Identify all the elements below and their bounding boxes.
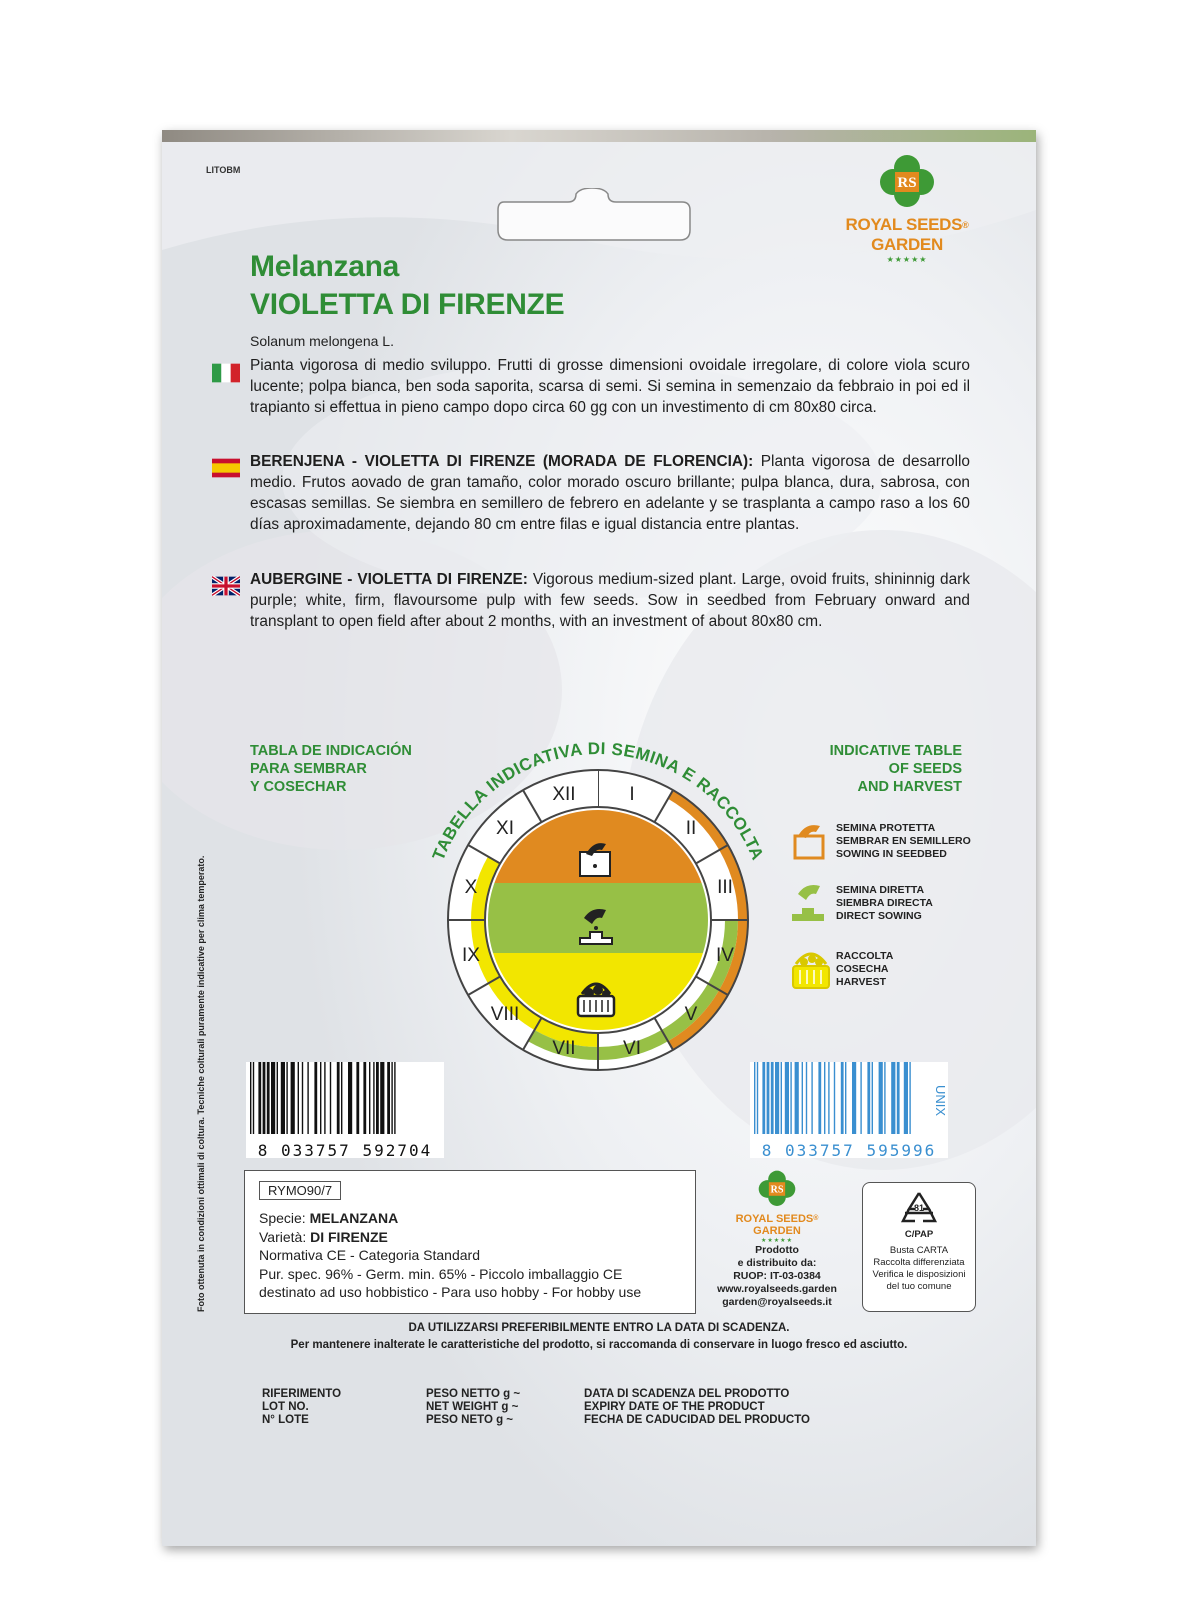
legend-row-harvest <box>792 950 992 1000</box>
calendar-title-it: TABELLA INDICATIVA DI SEMINA E RACCOLTA <box>428 738 768 864</box>
producer-brand-line2: GARDEN <box>753 1225 801 1237</box>
recycle-line4: del tuo comune <box>886 1281 952 1292</box>
barcode-bar <box>307 1062 308 1134</box>
footer-expiry-en: EXPIRY DATE OF THE PRODUCT <box>584 1401 765 1413</box>
direct-sowing-icon <box>792 884 826 922</box>
barcode-left <box>246 1062 444 1158</box>
calendar-title-es-line3: Y COSECHAR <box>250 779 347 795</box>
barcode-bar <box>767 1062 770 1134</box>
variety-label: Varietà: <box>259 1228 311 1245</box>
product-title-line1: Melanzana <box>250 250 400 283</box>
legend-seedbed-text <box>836 822 971 861</box>
legend-harvest-es: COSECHA <box>836 963 889 975</box>
barcode-bar <box>860 1062 861 1134</box>
footer-expiry-it: DATA DI SCADENZA DEL PRODOTTO <box>584 1388 790 1400</box>
barcode-bar <box>852 1062 856 1134</box>
barcode-bar <box>771 1062 774 1134</box>
barcode-bar <box>330 1062 331 1134</box>
calendar-title-en-line1: INDICATIVE TABLE <box>829 743 962 759</box>
brand-line1: ROYAL SEEDS <box>845 215 963 234</box>
recycle-icon <box>899 1191 939 1227</box>
reg-mark: ® <box>962 220 969 230</box>
footer-weight-es: PESO NETO g ~ <box>426 1414 514 1426</box>
barcode-bar <box>785 1062 789 1134</box>
month-label-I: I <box>629 783 635 805</box>
barcode-bar <box>348 1062 352 1134</box>
logo-initials: RS <box>897 175 917 191</box>
barcode-bar <box>277 1062 278 1134</box>
calendar-title-en-line3: AND HARVEST <box>857 779 962 795</box>
barcode-bar <box>298 1062 299 1134</box>
barcode-bar <box>879 1062 883 1134</box>
barcode-bar <box>324 1062 325 1134</box>
producer-ruop: RUOP: IT-03-0384 <box>733 1270 821 1282</box>
calendar-title-en-line2: OF SEEDS <box>888 761 962 777</box>
barcode-bar <box>394 1062 395 1134</box>
variety-line <box>259 1228 641 1247</box>
legend-harvest-en: HARVEST <box>836 976 886 988</box>
month-label-V: V <box>684 1003 698 1025</box>
legend-row-direct <box>792 884 992 934</box>
barcode-bar <box>775 1062 779 1134</box>
barcode-bar <box>258 1062 261 1134</box>
month-label-XII: XII <box>552 783 576 805</box>
barcode-bar <box>904 1062 908 1134</box>
barcode-bar <box>762 1062 765 1134</box>
producer-logo-initials: RS <box>770 1184 784 1196</box>
description-en-heading: AUBERGINE - VIOLETTA DI FIRENZE: <box>250 571 528 588</box>
producer-line2: e distribuito da: <box>737 1257 817 1269</box>
description-es-heading: BERENJENA - VIOLETTA DI FIRENZE (MORADA DE FLORENCIA): <box>250 453 754 470</box>
litho-code: LITOBM <box>206 165 241 175</box>
barcode-left-number: 8 033757 592704 <box>257 1141 433 1160</box>
producer-stars: ★★★★★ <box>761 1238 793 1244</box>
footer-weight-it: PESO NETTO g ~ <box>426 1388 521 1400</box>
barcode-bar <box>314 1062 317 1134</box>
barcode-bar <box>828 1062 829 1134</box>
footer-weight <box>426 1388 520 1427</box>
variety-value: DI FIRENZE <box>310 1228 388 1245</box>
barcode-bar <box>818 1062 821 1134</box>
month-label-VIII: VIII <box>490 1003 520 1025</box>
footer-weight-en: NET WEIGHT g ~ <box>426 1401 519 1413</box>
barcode-bar <box>250 1062 251 1134</box>
hang-hole <box>496 188 692 246</box>
producer-reg-mark: ® <box>813 1215 819 1222</box>
legend-row-seedbed <box>792 822 992 872</box>
use-before-notice: DA UTILIZZARSI PREFERIBILMENTE ENTRO LA DATA DI SCADENZA. <box>408 1322 790 1334</box>
barcode-bar <box>267 1062 270 1134</box>
barcode-bar <box>380 1062 384 1134</box>
notices <box>162 1320 1036 1354</box>
legend-seedbed-en: SOWING IN SEEDBED <box>836 848 947 860</box>
barcode-bar <box>391 1062 392 1134</box>
purity-line: Pur. spec. 96% - Germ. min. 65% - Piccolo imballaggio CE <box>259 1265 623 1282</box>
barcode-bar <box>802 1062 803 1134</box>
recycle-line2: Raccolta differenziata <box>873 1257 965 1268</box>
recycle-line3: Verifica le disposizioni <box>872 1269 966 1280</box>
barcode-bar <box>891 1062 895 1134</box>
calendar-title-en <box>830 742 962 796</box>
barcode-right-number: 8 033757 595996 <box>761 1141 937 1160</box>
recycle-box <box>862 1182 976 1312</box>
month-label-IV: IV <box>716 945 734 967</box>
producer-brand <box>702 1213 852 1225</box>
month-label-II: II <box>685 818 697 840</box>
barcode-bar <box>790 1062 791 1134</box>
barcode-bar <box>281 1062 285 1134</box>
footer-lot-es: N° LOTE <box>262 1414 309 1426</box>
legend-direct-es: SIEMBRA DIRECTA <box>836 897 933 909</box>
barcode-bar <box>841 1062 844 1134</box>
species-label: Specie: <box>259 1210 310 1226</box>
latin-name: Solanum melongena L. <box>250 333 394 349</box>
product-title-line2: VIOLETTA DI FIRENZE <box>250 288 565 321</box>
barcode-bar <box>373 1062 374 1134</box>
producer-logo-icon <box>755 1170 799 1208</box>
species-value: MELANZANA <box>309 1210 399 1226</box>
barcode-bar <box>909 1062 910 1134</box>
month-label-VI: VI <box>623 1038 642 1060</box>
barcode-right-label: UNIX <box>933 1085 948 1117</box>
barcode-bar <box>754 1062 755 1134</box>
month-label-VII: VII <box>552 1038 576 1060</box>
description-es <box>250 451 970 535</box>
legend-seedbed-it: SEMINA PROTETTA <box>836 822 936 834</box>
photo-note: Foto ottenuta in condizioni ottimali di coltura. Tecniche colturali puramente indicative per clima temperato. <box>196 855 206 1312</box>
barcode-right <box>750 1062 948 1158</box>
barcode-bar <box>757 1062 758 1134</box>
producer-block <box>702 1170 852 1309</box>
barcode-bar <box>806 1062 807 1134</box>
barcode-bar <box>795 1062 799 1134</box>
top-strip <box>162 130 1036 142</box>
barcode-bar <box>363 1062 366 1134</box>
month-label-XI: XI <box>496 818 514 840</box>
barcode-bar <box>356 1062 359 1134</box>
footer-expiry-es: FECHA DE CADUCIDAD DEL PRODUCTO <box>584 1414 810 1426</box>
calendar-title-es-line1: TABLA DE INDICACIÓN <box>250 743 412 759</box>
seed-packet-back <box>162 130 1036 1546</box>
footer-expiry <box>584 1388 810 1427</box>
storage-notice: Per mantenere inalterate le caratteristiche del prodotto, si raccomanda di conservare in luogo fresco ed asciutto. <box>290 1339 908 1351</box>
barcode-bar <box>291 1062 295 1134</box>
barcode-bar <box>387 1062 390 1134</box>
harvest-basket-icon <box>792 950 830 990</box>
barcode-bar <box>834 1062 835 1134</box>
barcode-bar <box>867 1062 870 1134</box>
barcode-bar <box>286 1062 287 1134</box>
legend-seedbed-es: SEMBRAR EN SEMILLERO <box>836 835 971 847</box>
barcode-bar <box>845 1062 846 1134</box>
clover-logo-icon <box>875 154 939 210</box>
barcode-bar <box>302 1062 303 1134</box>
legend-direct-text <box>836 884 933 923</box>
seedbed-sowing-icon <box>792 822 826 860</box>
legend-harvest-text <box>836 950 893 989</box>
description-it: Pianta vigorosa di medio sviluppo. Frutti di grosse dimensioni ovoidale irregolare, di colore viola scuro lucente; polpa bianca, ben soda saporita, scarsa di semi. Si semina in semenzaio da febbraio in poi ed il trapianto si effettua in pieno campo dopo circa 60 gg con un investimento di cm 80x80 circa. <box>250 357 970 416</box>
barcode-bar <box>824 1062 825 1134</box>
barcode-bar <box>872 1062 873 1134</box>
barcode-right-bars <box>750 1062 948 1134</box>
barcode-bar <box>811 1062 812 1134</box>
description-es-text: Planta vigorosa de desarrollo medio. Frutos aovado de gran tamaño, color morado oscuro brillante; pulpa blanca, dura, sabrosa, con escasas semillas. Se siembra en semillero de febrero en adelante y se trasplanta a campo raso a los 60 días aproximadamente, dejando 80 cm entre filas e igual distancia entre plantas. <box>250 453 970 533</box>
barcode-bar <box>253 1062 254 1134</box>
barcode-bar <box>263 1062 266 1134</box>
producer-brand-line1: ROYAL SEEDS <box>735 1213 814 1225</box>
use-line: destinato ad uso hobbistico - Para uso hobby - For hobby use <box>259 1284 642 1300</box>
product-info-lines <box>259 1209 641 1302</box>
description-en-text: Vigorous medium-sized plant. Large, ovoid fruits, shininnig dark purple; white, firm, flavoursome pulp with few seeds. Sow in seedbed from February onward and transplant to open field after about 2 months, with an investment of about 80x80 cm. <box>250 571 970 630</box>
product-info-box <box>244 1170 696 1314</box>
barcode-bar <box>320 1062 321 1134</box>
month-label-III: III <box>717 876 733 898</box>
barcode-bar <box>341 1062 342 1134</box>
barcode-bar <box>781 1062 782 1134</box>
description-en <box>250 569 970 632</box>
legend-direct-it: SEMINA DIRETTA <box>836 884 925 896</box>
footer-reference-it: RIFERIMENTO <box>262 1388 342 1400</box>
italy-flag-icon <box>212 363 240 383</box>
producer-text <box>702 1244 852 1309</box>
legend-direct-en: DIRECT SOWING <box>836 910 922 922</box>
brand-logo <box>822 154 992 264</box>
barcode-bar <box>369 1062 370 1134</box>
producer-website: www.royalseeds.garden <box>717 1283 837 1295</box>
barcode-bar <box>271 1062 275 1134</box>
producer-email: garden@royalseeds.it <box>722 1296 832 1308</box>
recycle-text <box>863 1245 975 1293</box>
brand-stars: ★★★★★ <box>886 255 928 264</box>
calendar-title-es <box>250 742 412 796</box>
brand-line2: GARDEN <box>871 235 943 254</box>
spain-flag-icon <box>212 458 240 478</box>
footer-reference <box>262 1388 341 1427</box>
sowing-calendar-wheel <box>408 730 788 1110</box>
calendar-legend <box>792 822 992 1002</box>
uk-flag-icon <box>212 576 240 596</box>
recycle-line1: Busta CARTA <box>889 1245 949 1256</box>
barcode-left-bars <box>246 1062 444 1134</box>
species-line <box>259 1209 641 1228</box>
recycle-material: C/PAP <box>904 1229 934 1240</box>
barcode-bar <box>376 1062 379 1134</box>
legend-harvest-it: RACCOLTA <box>836 950 894 962</box>
regulation-line: Normativa CE - Categoria Standard <box>259 1247 480 1263</box>
barcode-bar <box>897 1062 900 1134</box>
recycle-code: 81 <box>913 1203 925 1213</box>
product-code: RYMO90/7 <box>259 1181 341 1200</box>
barcode-bar <box>884 1062 885 1134</box>
calendar-title-es-line2: PARA SEMBRAR <box>250 761 367 777</box>
producer-line1: Prodotto <box>755 1244 799 1256</box>
month-label-IX: IX <box>462 945 480 967</box>
barcode-bar <box>337 1062 340 1134</box>
footer-lot-en: LOT NO. <box>262 1401 309 1413</box>
month-label-X: X <box>464 876 478 898</box>
